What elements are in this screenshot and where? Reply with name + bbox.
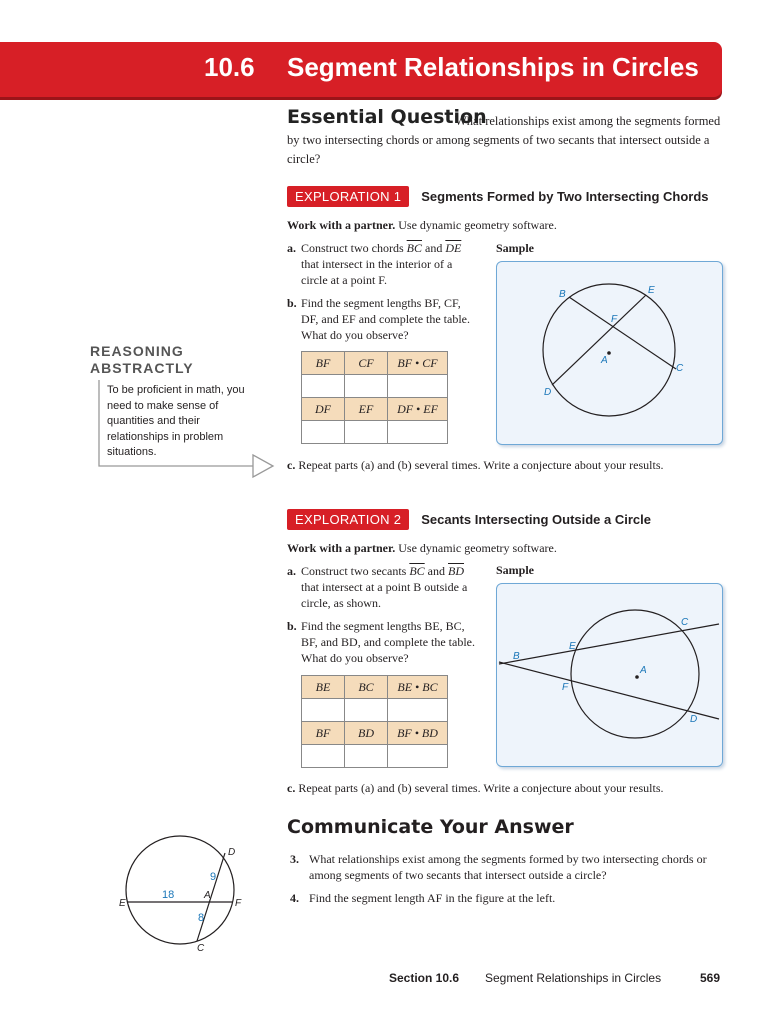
- center-point: [635, 675, 639, 679]
- label-a: A: [601, 355, 608, 366]
- table-cell[interactable]: [302, 745, 345, 768]
- footer-section: Section 10.6: [389, 971, 460, 985]
- part-b-text: Find the segment lengths BF, CF, DF, and EF and complete the table. What do you observe?: [301, 296, 470, 342]
- label-f: F: [235, 898, 242, 909]
- exploration-1-part-a: [287, 240, 482, 287]
- essential-question-text: What relationships exist among the segments formed by two intersecting chords or among segments of two secants that intersect outside a circle?: [287, 114, 721, 166]
- question-4-number: 4.: [290, 891, 299, 905]
- table-cell[interactable]: [302, 375, 345, 398]
- exploration-2-badge: EXPLORATION 2: [287, 509, 409, 530]
- part-c-text: Repeat parts (a) and (b) several times. Write a conjecture about your results.: [298, 781, 664, 795]
- table-header-cell: EF: [345, 398, 388, 421]
- label-d: D: [544, 387, 552, 398]
- table-cell[interactable]: [388, 745, 448, 768]
- exploration-1-title: Segments Formed by Two Intersecting Chords: [421, 189, 709, 204]
- label-d: D: [228, 847, 236, 858]
- table-header-cell: BD: [345, 722, 388, 745]
- label-e: E: [119, 898, 126, 909]
- page-number: 569: [700, 971, 721, 985]
- value-8: 8: [198, 912, 205, 924]
- chord-bc: $\overline{BC}$: [406, 241, 422, 255]
- secant-diagram: [497, 584, 722, 766]
- center-point: [607, 351, 611, 355]
- table-header-cell: BF: [302, 722, 345, 745]
- value-9: 9: [210, 871, 217, 883]
- table-header-cell: BE: [302, 676, 345, 699]
- chord-de: $\overline{DE}$: [445, 241, 462, 255]
- table-header-cell: CF: [345, 352, 388, 375]
- table-header-cell: BF: [302, 352, 345, 375]
- label-a: A: [204, 890, 211, 901]
- exploration-2-title: Secants Intersecting Outside a Circle: [421, 512, 651, 527]
- table-header-cell: DF • EF: [388, 398, 448, 421]
- table-cell[interactable]: [302, 699, 345, 722]
- sample-diagram-2: [496, 583, 723, 767]
- intro-bold: Work with a partner.: [287, 541, 396, 555]
- chord-dc: [197, 853, 225, 941]
- table-cell[interactable]: [345, 375, 388, 398]
- part-c-text: Repeat parts (a) and (b) several times. Write a conjecture about your results.: [298, 458, 664, 472]
- reasoning-text: To be proficient in math, you need to make sense of quantities and their relationships in problem situations.: [107, 384, 245, 458]
- part-a-label: a.: [287, 241, 296, 255]
- secant-bd-line: [499, 662, 719, 719]
- label-c: C: [197, 943, 205, 954]
- exploration-2-part-a: [287, 563, 482, 610]
- secant-bc: $\overline{BC}$: [409, 564, 425, 578]
- intro-text: Use dynamic geometry software.: [398, 541, 557, 555]
- label-f: F: [611, 314, 618, 325]
- reasoning-title-line2: ABSTRACTLY: [90, 360, 194, 376]
- table-cell[interactable]: [388, 375, 448, 398]
- table-header-cell: BF • BD: [388, 722, 448, 745]
- label-b: B: [559, 289, 566, 300]
- table-cell[interactable]: [388, 699, 448, 722]
- part-a-text-2: that intersect at a point B outside a circle, as shown.: [301, 580, 468, 610]
- part-b-label: b.: [287, 296, 297, 310]
- chord-diagram: [497, 262, 722, 444]
- section-number: 10.6: [204, 52, 255, 82]
- table-cell[interactable]: [345, 699, 388, 722]
- exploration-1-part-b: [287, 295, 482, 342]
- exploration-1-part-c: [287, 457, 663, 473]
- part-b-label: b.: [287, 619, 297, 633]
- exploration-1-badge: EXPLORATION 1: [287, 186, 409, 207]
- reasoning-title: [90, 343, 194, 377]
- table-header-cell: BC: [345, 676, 388, 699]
- footer-title: Segment Relationships in Circles: [485, 971, 662, 985]
- exploration-2-intro: [287, 540, 557, 556]
- reasoning-title-line1: REASONING: [90, 343, 184, 359]
- table-header-cell: DF: [302, 398, 345, 421]
- table-cell[interactable]: [388, 421, 448, 444]
- question-4-text: Find the segment length AF in the figure at the left.: [309, 891, 556, 905]
- label-c: C: [676, 363, 684, 374]
- part-a-text-1: Construct two secants: [301, 564, 407, 578]
- chord-figure: [110, 835, 260, 960]
- part-a-text-1: Construct two chords: [301, 241, 404, 255]
- intro-bold: Work with a partner.: [287, 218, 396, 232]
- part-a-text-2: that intersect in the interior of a circle at a point F.: [301, 257, 453, 287]
- table-cell[interactable]: [302, 421, 345, 444]
- exploration-2-part-c: [287, 780, 663, 796]
- label-a: A: [640, 665, 647, 676]
- question-4: [290, 890, 720, 906]
- table-header-cell: BF • CF: [388, 352, 448, 375]
- and-word: and: [425, 241, 443, 255]
- question-3-text: What relationships exist among the segments formed by two intersecting chords or among segments of two secants that intersect outside a circle?: [309, 852, 707, 882]
- question-3-number: 3.: [290, 852, 299, 866]
- label-e: E: [648, 285, 655, 296]
- part-a-label: a.: [287, 564, 296, 578]
- secant-bc-line: [499, 624, 719, 664]
- table-cell[interactable]: [345, 421, 388, 444]
- essential-question-label: Essential Question: [287, 106, 487, 128]
- label-e: E: [569, 641, 576, 652]
- sample-diagram-1: [496, 261, 723, 445]
- secant-bd: $\overline{BD}$: [448, 564, 464, 578]
- sample-label-2: Sample: [496, 563, 535, 577]
- section-title: Segment Relationships in Circles: [287, 52, 699, 82]
- part-c-label: c.: [287, 458, 296, 472]
- communicate-title: Communicate Your Answer: [287, 816, 574, 838]
- exploration-2-table: [301, 675, 448, 768]
- label-f: F: [562, 682, 569, 693]
- value-18: 18: [162, 889, 175, 901]
- exploration-2-part-b: [287, 618, 482, 665]
- question-3: [290, 851, 720, 882]
- table-header-cell: BE • BC: [388, 676, 448, 699]
- exploration-1-header: [287, 188, 709, 206]
- exploration-1-intro: [287, 217, 557, 233]
- label-d: D: [690, 714, 698, 725]
- part-b-text: Find the segment lengths BE, BC, BF, and BD, and complete the table. What do you observe?: [301, 619, 475, 665]
- exploration-2-header: [287, 511, 651, 529]
- label-c: C: [681, 617, 689, 628]
- and-word: and: [427, 564, 445, 578]
- exploration-1-table: [301, 351, 448, 444]
- label-b: B: [513, 651, 520, 662]
- sample-label-1: Sample: [496, 241, 535, 255]
- circle: [543, 284, 675, 416]
- table-cell[interactable]: [345, 745, 388, 768]
- intro-text: Use dynamic geometry software.: [398, 218, 557, 232]
- circle: [126, 836, 234, 944]
- circle: [571, 610, 699, 738]
- section-header-bar: [0, 42, 722, 97]
- part-c-label: c.: [287, 781, 296, 795]
